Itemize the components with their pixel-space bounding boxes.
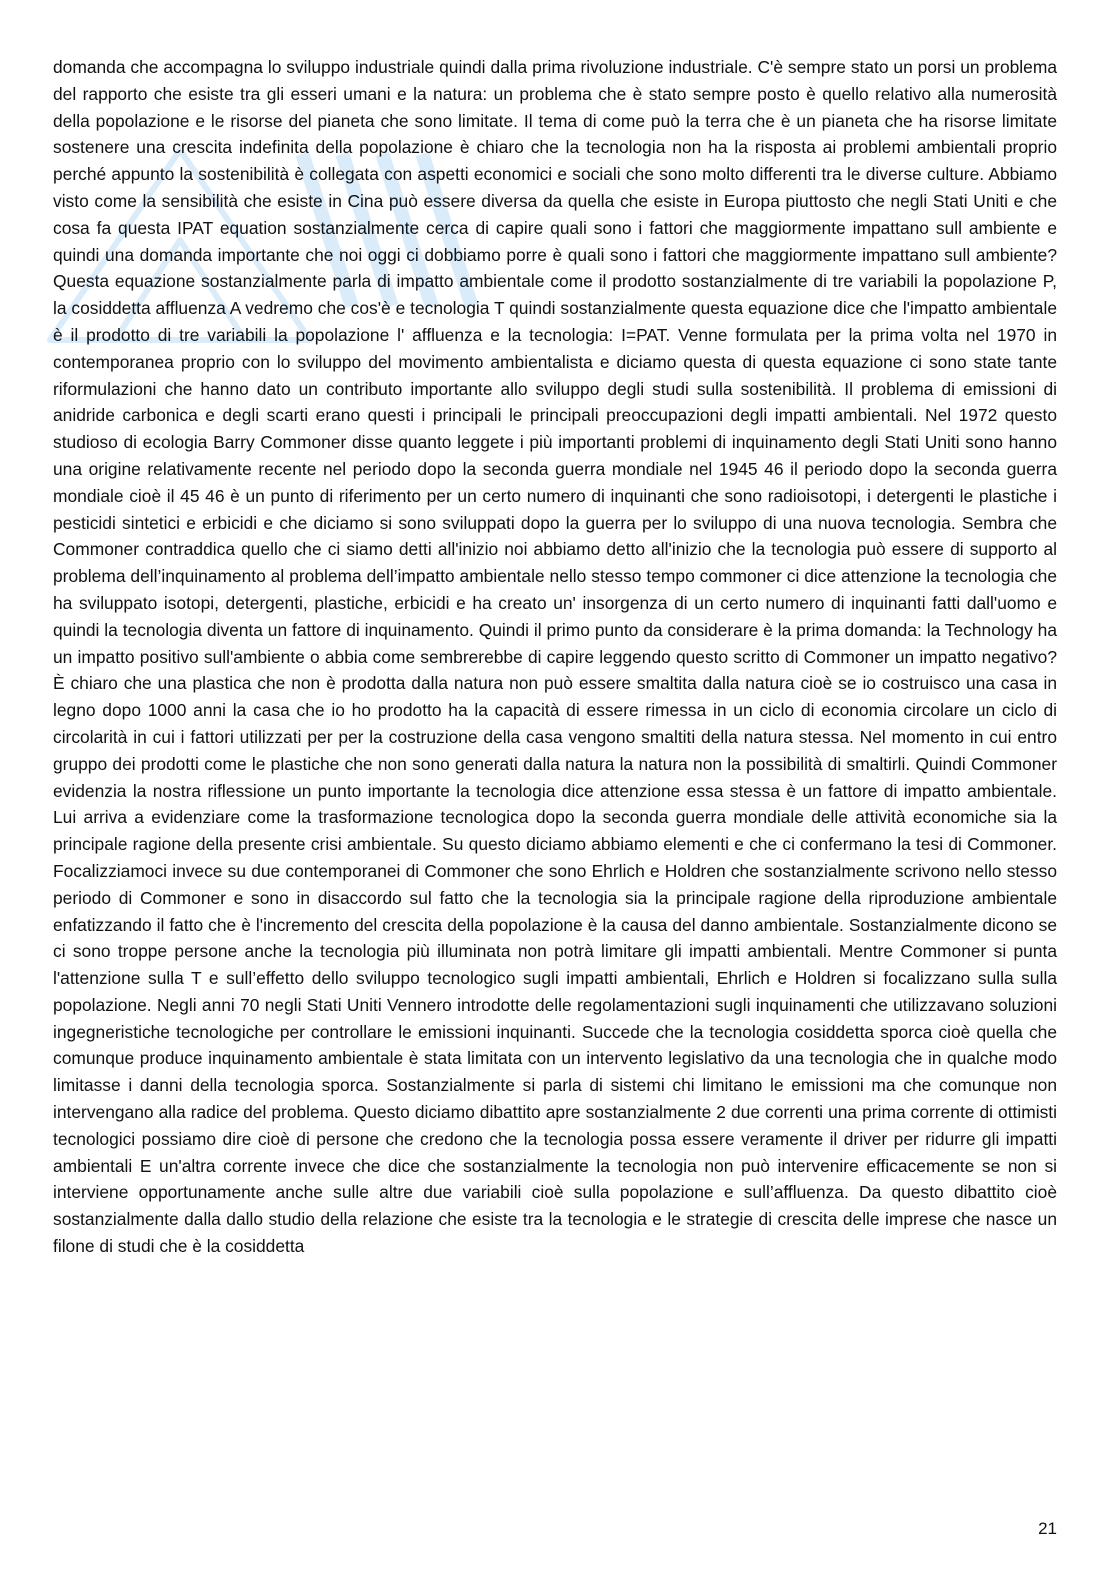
body-paragraph: domanda che accompagna lo sviluppo industriale quindi dalla prima rivoluzione industriale. C'è sempre stato un porsi un problema del rapporto che esiste tra gli esseri umani e la natura: un problema che è stato sempre posto è quello relativo alla numerosità della popolazione e le risorse del pianeta che sono limitate. Il tema di come può la terra che è un pianeta che ha risorse limitate sostenere una crescita indefinita della popolazione è chiaro che la tecnologia non ha la risposta ai problemi ambientali proprio perché appunto la sostenibilità è collegata con aspetti economici e sociali che sono molto differenti tra le diverse culture. Abbiamo visto come la sensibilità che esiste in Cina può essere diversa da quella che esiste in Europa piuttosto che negli Stati Uniti e che cosa fa questa IPAT equation sostanzialmente cerca di capire quali sono i fattori che maggiormente impattano sull ambiente e quindi una domanda importante che noi oggi ci dobbiamo porre è quali sono i fattori che maggiormente impattano sull ambiente? Questa equazione sostanzialmente parla di impatto ambientale come il prodotto sostanzialmente di tre variabili la popolazione P, la cosiddetta affluenza A vedremo che cos'è e tecnologia T quindi sostanzialmente questa equazione dice che l'impatto ambientale è il prodotto di tre variabili la popolazione l' affluenza e la tecnologia: I=PAT. Venne formulata per la prima volta nel 1970 in contemporanea proprio con lo sviluppo del movimento ambientalista e diciamo questa di questa equazione ci sono state tante riformulazioni che hanno dato un contributo importante allo sviluppo degli studi sulla sostenibilità. Il problema di emissioni di anidride carbonica e degli scarti erano questi i principali le principali preoccupazioni degli impatti ambientali. Nel 1972 questo studioso di ecologia Barry Commoner disse quanto leggete i più importanti problemi di inquinamento degli Stati Uniti sono hanno una origine relativamente recente nel periodo dopo la seconda guerra mondiale nel 1945 46 il periodo dopo la seconda guerra mondiale cioè il 45 46 è un punto di riferimento per un certo numero di inquinanti che sono radioisotopi, i detergenti le plastiche i pesticidi sintetici e erbicidi e che diciamo si sono sviluppati dopo la guerra per lo sviluppo di una nuova tecnologia. Sembra che Commoner contraddica quello che ci siamo detti all'inizio noi abbiamo detto all'inizio che la tecnologia può essere di supporto al problema dell’inquinamento al problema dell’impatto ambientale nello stesso tempo commoner ci dice attenzione la tecnologia che ha sviluppato isotopi, detergenti, plastiche, erbicidi e ha creato un' insorgenza di un certo numero di inquinanti fatti dall'uomo e quindi la tecnologia diventa un fattore di inquinamento. Quindi il primo punto da considerare è la prima domanda: la Technology ha un impatto positivo sull'ambiente o abbia come sembrerebbe di capire leggendo questo scritto di Commoner un impatto negativo? È chiaro che una plastica che non è prodotta dalla natura non può essere smaltita dalla natura cioè se io costruisco una casa in legno dopo 1000 anni la casa che io ho prodotto ha la capacità di essere rimessa in un ciclo di economia circolare un ciclo di circolarità in cui i fattori utilizzati per per la costruzione della casa vengono smaltiti della natura stessa. Nel momento in cui entro gruppo dei prodotti come le plastiche che non sono generati dalla natura la natura non la possibilità di smaltirli. Quindi Commoner evidenzia la nostra riflessione un punto importante la tecnologia dice attenzione essa stessa è un fattore di impatto ambientale. Lui arriva a evidenziare come la trasformazione tecnologica dopo la seconda guerra mondiale delle attività economiche sia la principale ragione della presente crisi ambientale. Su questo diciamo abbiamo elementi e che ci confermano la tesi di Commoner. Focalizziamoci invece su due contemporanei di Commoner che sono Ehrlich e Holdren che sostanzialmente scrivono nello stesso periodo di Commoner e sono in disaccordo sul fatto che la tecnologia sia la principale ragione della riproduzione ambientale enfatizzando il fatto che è l'incremento del crescita della popolazione è la causa del danno ambientale. Sostanzialmente dicono se ci sono troppe persone anche la tecnologia più illuminata non potrà limitare gli impatti ambientali. Mentre Commoner si punta l'attenzione sulla T e sull’effetto dello sviluppo tecnologico sugli impatti ambientali, Ehrlich e Holdren si focalizzano sulla sulla popolazione. Negli anni 70 negli Stati Uniti Vennero introdotte delle regolamentazioni sugli inquinamenti che utilizzavano soluzioni ingegneristiche tecnologiche per controllare le emissioni inquinanti. Succede che la tecnologia cosiddetta sporca cioè quella che comunque produce inquinamento ambientale è stata limitata con un intervento legislativo da una tecnologia che in qualche modo limitasse i danni della tecnologia sporca. Sostanzialmente si parla di sistemi chi limitano le emissioni ma che comunque non intervengano alla radice del problema. Questo diciamo dibattito apre sostanzialmente 2 due correnti una prima corrente di ottimisti tecnologici possiamo dire cioè di persone che credono che la tecnologia possa essere veramente il driver per ridurre gli impatti ambientali E un'altra corrente invece che dice che sostanzialmente la tecnologia non può intervenire efficacemente se non si interviene opportunamente anche sulle altre due variabili cioè sulla popolazione e sull’affluenza. Da questo dibattito cioè sostanzialmente dalla dallo studio della relazione che esiste tra la tecnologia e le strategie di crescita delle imprese che nasce un filone di studi che è la cosiddetta — [53, 57, 1057, 1257]
page-number: 21 — [1038, 1519, 1057, 1538]
